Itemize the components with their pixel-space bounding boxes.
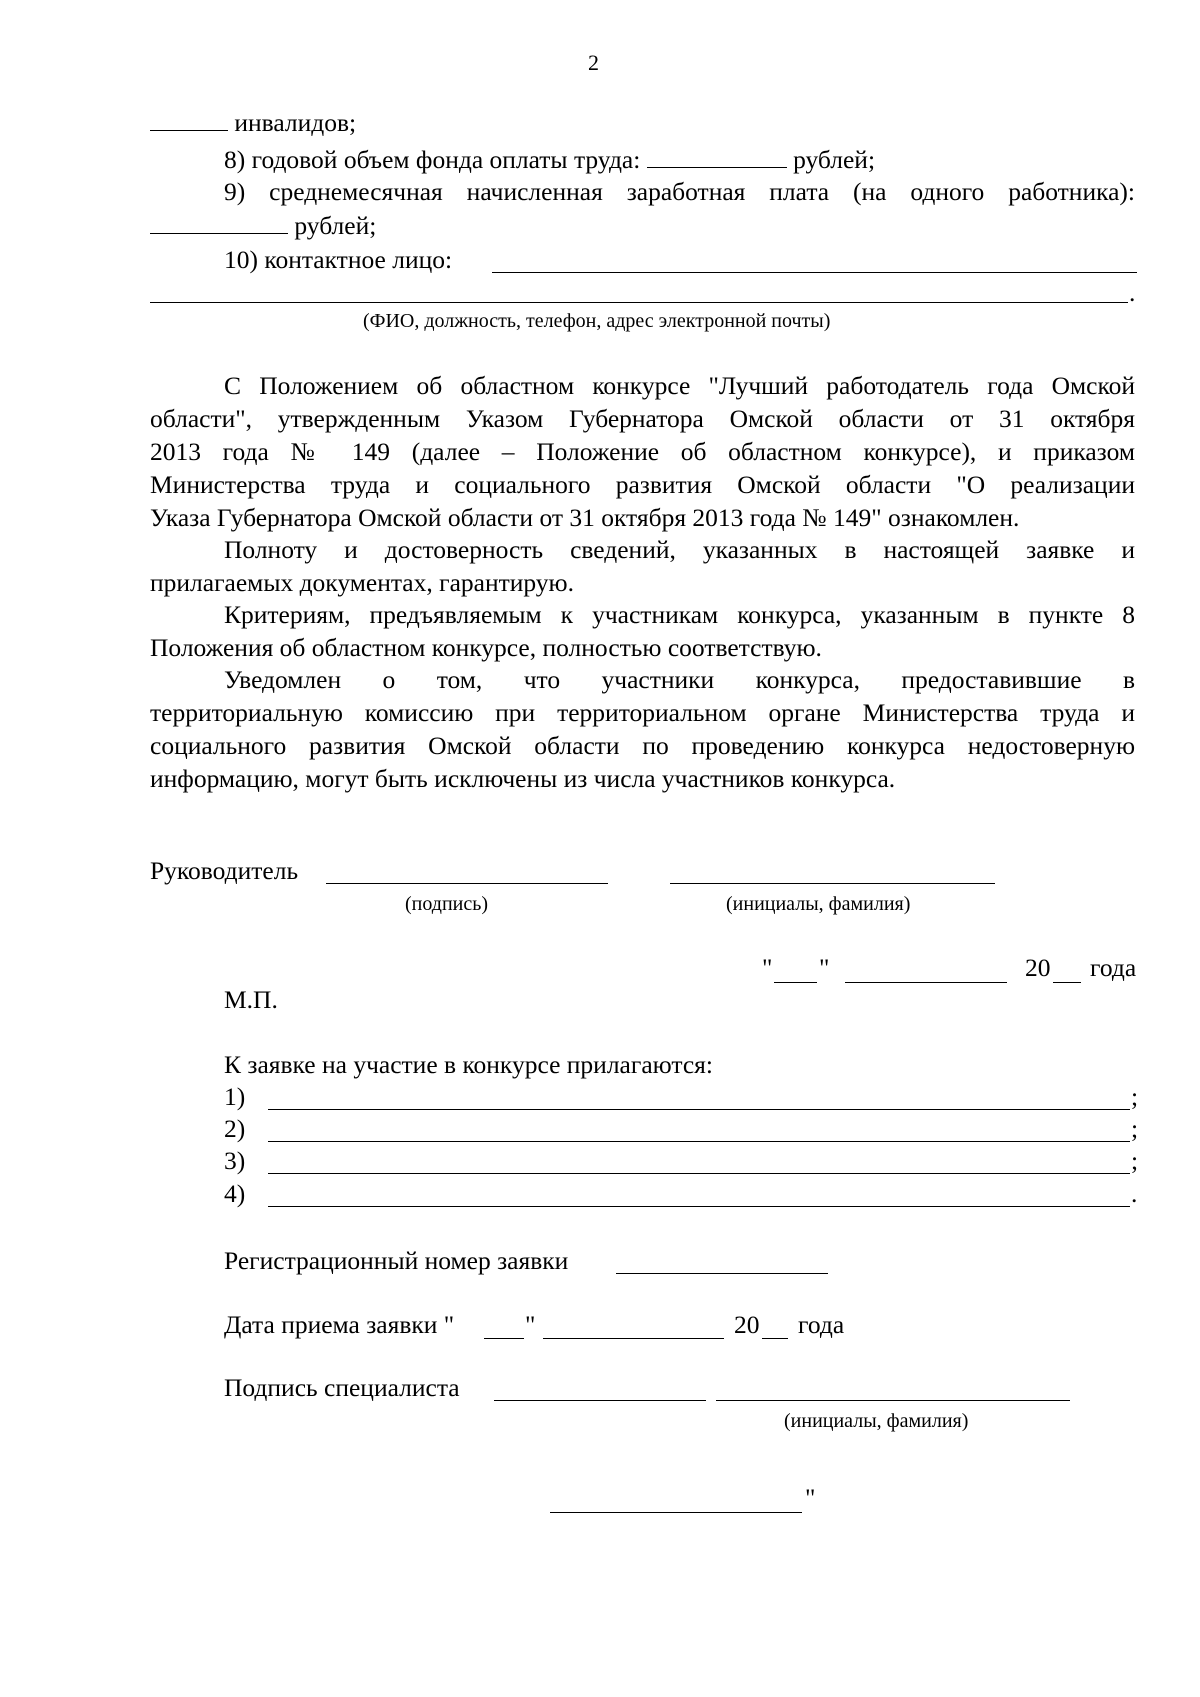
date-month-blank[interactable] [845,982,1007,983]
attachment-num-3: 3) [224,1146,246,1175]
attachment-end-3: ; [1131,1146,1139,1175]
attachment-num-1: 1) [224,1082,246,1111]
reg-number-label: Регистрационный номер заявки [224,1246,569,1275]
reg-number-blank[interactable] [616,1273,828,1274]
p4-line-4: информацию, могут быть исключены из числа участников конкурса. [150,764,896,793]
item10-blank-1[interactable] [492,272,1137,273]
page-number: 2 [588,50,599,75]
stamp-label: М.П. [224,985,278,1014]
item8-label: 8) годовой объем фонда оплаты труда: [224,144,641,174]
attachment-num-2: 2) [224,1114,246,1143]
head-initials-blank[interactable] [670,883,995,884]
receipt-date-label: Дата приема заявки " [224,1310,455,1339]
head-label: Руководитель [150,856,299,885]
attachments-title: К заявке на участие в конкурсе прилагаются: [224,1050,713,1079]
attachment-num-4: 4) [224,1179,246,1208]
receipt-month-blank[interactable] [543,1338,724,1339]
date-year-prefix: 20 [1025,953,1051,982]
closing-blank[interactable] [550,1512,802,1513]
p4-line-3: социального развития Омской области по проведению конкурса недостоверную [150,731,1135,760]
item9-line [150,210,376,241]
initials-hint: (инициалы, фамилия) [726,893,911,915]
date-quote-close: " [819,953,830,982]
date-year-blank[interactable] [1053,982,1081,983]
signature-hint: (подпись) [405,893,489,915]
p3-line-1: Критериям, предъявляемым к участникам конкурса, указанным в пункте 8 [224,600,1135,629]
specialist-initials-blank[interactable] [716,1400,1070,1401]
item10-blank-2[interactable] [150,302,1128,303]
head-signature-blank[interactable] [326,883,608,884]
date-day-blank[interactable] [774,982,817,983]
p4-line-2: территориальную комиссию при территориальном органе Министерства труда и [150,698,1135,727]
invalids-line [150,107,356,138]
receipt-year-suffix: года [798,1310,845,1339]
p1-line-1: С Положением об областном конкурсе "Лучший работодатель года Омской [224,371,1135,400]
item8-blank[interactable] [647,144,787,168]
specialist-signature-blank[interactable] [494,1400,706,1401]
item9-unit: рублей; [294,210,377,240]
item9-blank[interactable] [150,210,288,234]
invalids-blank[interactable] [150,107,228,131]
item8-line [224,144,875,175]
receipt-year-blank[interactable] [762,1338,788,1339]
contact-hint: (ФИО, должность, телефон, адрес электронной почты) [363,310,831,332]
item10-label: 10) контактное лицо: [224,245,453,274]
receipt-day-blank[interactable] [484,1338,524,1339]
attachment-end-4: . [1131,1179,1138,1208]
p1-line-5: Указа Губернатора Омской области от 31 октября 2013 года № 149" ознакомлен. [150,503,1020,532]
date-year-suffix: года [1090,953,1137,982]
p3-line-2: Положения об областном конкурсе, полностью соответствую. [150,633,822,662]
attachment-blank-4[interactable] [268,1206,1130,1207]
receipt-year-prefix: 20 [734,1310,760,1339]
date-quote-open: " [762,953,773,982]
item9-label: 9) среднемесячная начисленная заработная плата (на одного работника): [224,177,1135,206]
attachment-end-1: ; [1131,1082,1139,1111]
p2-line-1: Полноту и достоверность сведений, указанных в настоящей заявке и [224,535,1135,564]
item8-unit: рублей; [793,144,876,174]
specialist-label: Подпись специалиста [224,1373,460,1402]
closing-quote: " [805,1483,816,1512]
p2-line-2: прилагаемых документах, гарантирую. [150,568,574,597]
item10-end: . [1129,278,1136,307]
specialist-hint: (инициалы, фамилия) [784,1410,969,1432]
attachment-blank-1[interactable] [268,1109,1130,1110]
attachment-blank-3[interactable] [268,1173,1130,1174]
p4-line-1: Уведомлен о том, что участники конкурса, предоставившие в [224,665,1135,694]
p1-line-4: Министерства труда и социального развития Омской области "О реализации [150,470,1135,499]
p1-line-2: области", утвержденным Указом Губернатора Омской области от 31 октября [150,404,1135,433]
receipt-quote-close: " [525,1310,536,1339]
item10-line [224,245,452,275]
p1-line-3: 2013 года № 149 (далее – Положение об областном конкурсе), и приказом [150,437,1135,466]
attachment-blank-2[interactable] [268,1141,1130,1142]
invalids-label: инвалидов; [234,107,357,137]
attachment-end-2: ; [1131,1114,1139,1143]
